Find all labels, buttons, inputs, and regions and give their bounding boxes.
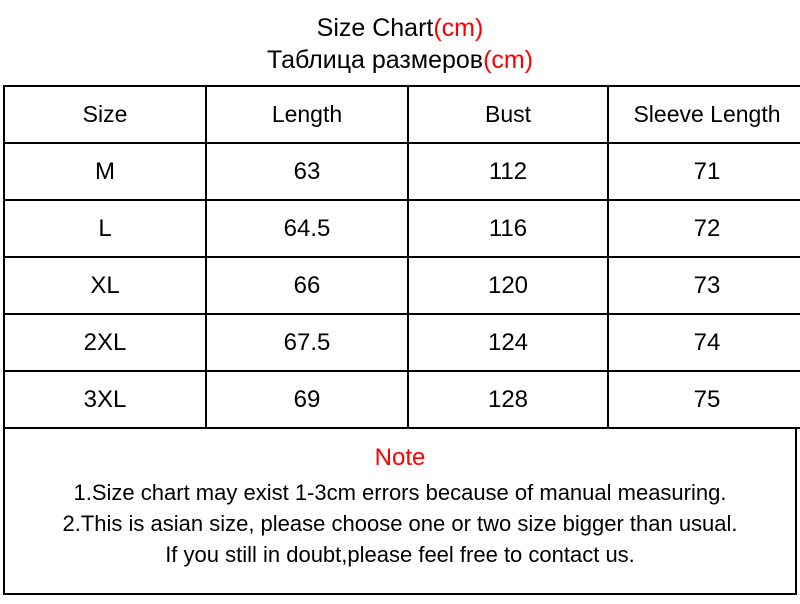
cell-length: 67.5 (206, 314, 408, 371)
cell-size: 3XL (4, 371, 206, 428)
cell-length: 66 (206, 257, 408, 314)
title-english-unit: (cm) (433, 14, 484, 42)
cell-sleeve-length: 73 (608, 257, 800, 314)
cell-sleeve-length: 72 (608, 200, 800, 257)
note-heading: Note (374, 444, 426, 471)
title-english-text: Size Chart (316, 14, 434, 42)
title-line-russian (0, 44, 800, 76)
title-line-english (0, 12, 800, 44)
table-row (4, 371, 800, 428)
cell-size: 2XL (4, 314, 206, 371)
size-table-wrapper (3, 85, 797, 429)
cell-sleeve-length: 71 (608, 143, 800, 200)
note-line-3: If you still in doubt,please feel free to contact us. (165, 542, 635, 567)
cell-length: 63 (206, 143, 408, 200)
table-row (4, 200, 800, 257)
cell-bust: 128 (408, 371, 608, 428)
column-header-sleeve-length: Sleeve Length (608, 86, 800, 143)
title-russian-unit: (cm) (483, 46, 534, 74)
size-table (3, 85, 800, 429)
cell-bust: 120 (408, 257, 608, 314)
table-header-row (4, 86, 800, 143)
cell-bust: 116 (408, 200, 608, 257)
table-row (4, 143, 800, 200)
cell-size: M (4, 143, 206, 200)
cell-size: XL (4, 257, 206, 314)
column-header-length: Length (206, 86, 408, 143)
cell-length: 69 (206, 371, 408, 428)
note-line-1: 1.Size chart may exist 1-3cm errors because of manual measuring. (73, 480, 727, 505)
note-line-2: 2.This is asian size, please choose one or two size bigger than usual. (62, 511, 738, 536)
cell-bust: 112 (408, 143, 608, 200)
note-box (3, 427, 797, 595)
cell-length: 64.5 (206, 200, 408, 257)
cell-sleeve-length: 74 (608, 314, 800, 371)
table-row (4, 257, 800, 314)
column-header-bust: Bust (408, 86, 608, 143)
column-header-size: Size (4, 86, 206, 143)
table-body (4, 143, 800, 428)
title-block (0, 0, 800, 76)
table-row (4, 314, 800, 371)
cell-sleeve-length: 75 (608, 371, 800, 428)
table-header (4, 86, 800, 143)
title-russian-text: Таблица размеров (266, 46, 484, 74)
cell-size: L (4, 200, 206, 257)
cell-bust: 124 (408, 314, 608, 371)
